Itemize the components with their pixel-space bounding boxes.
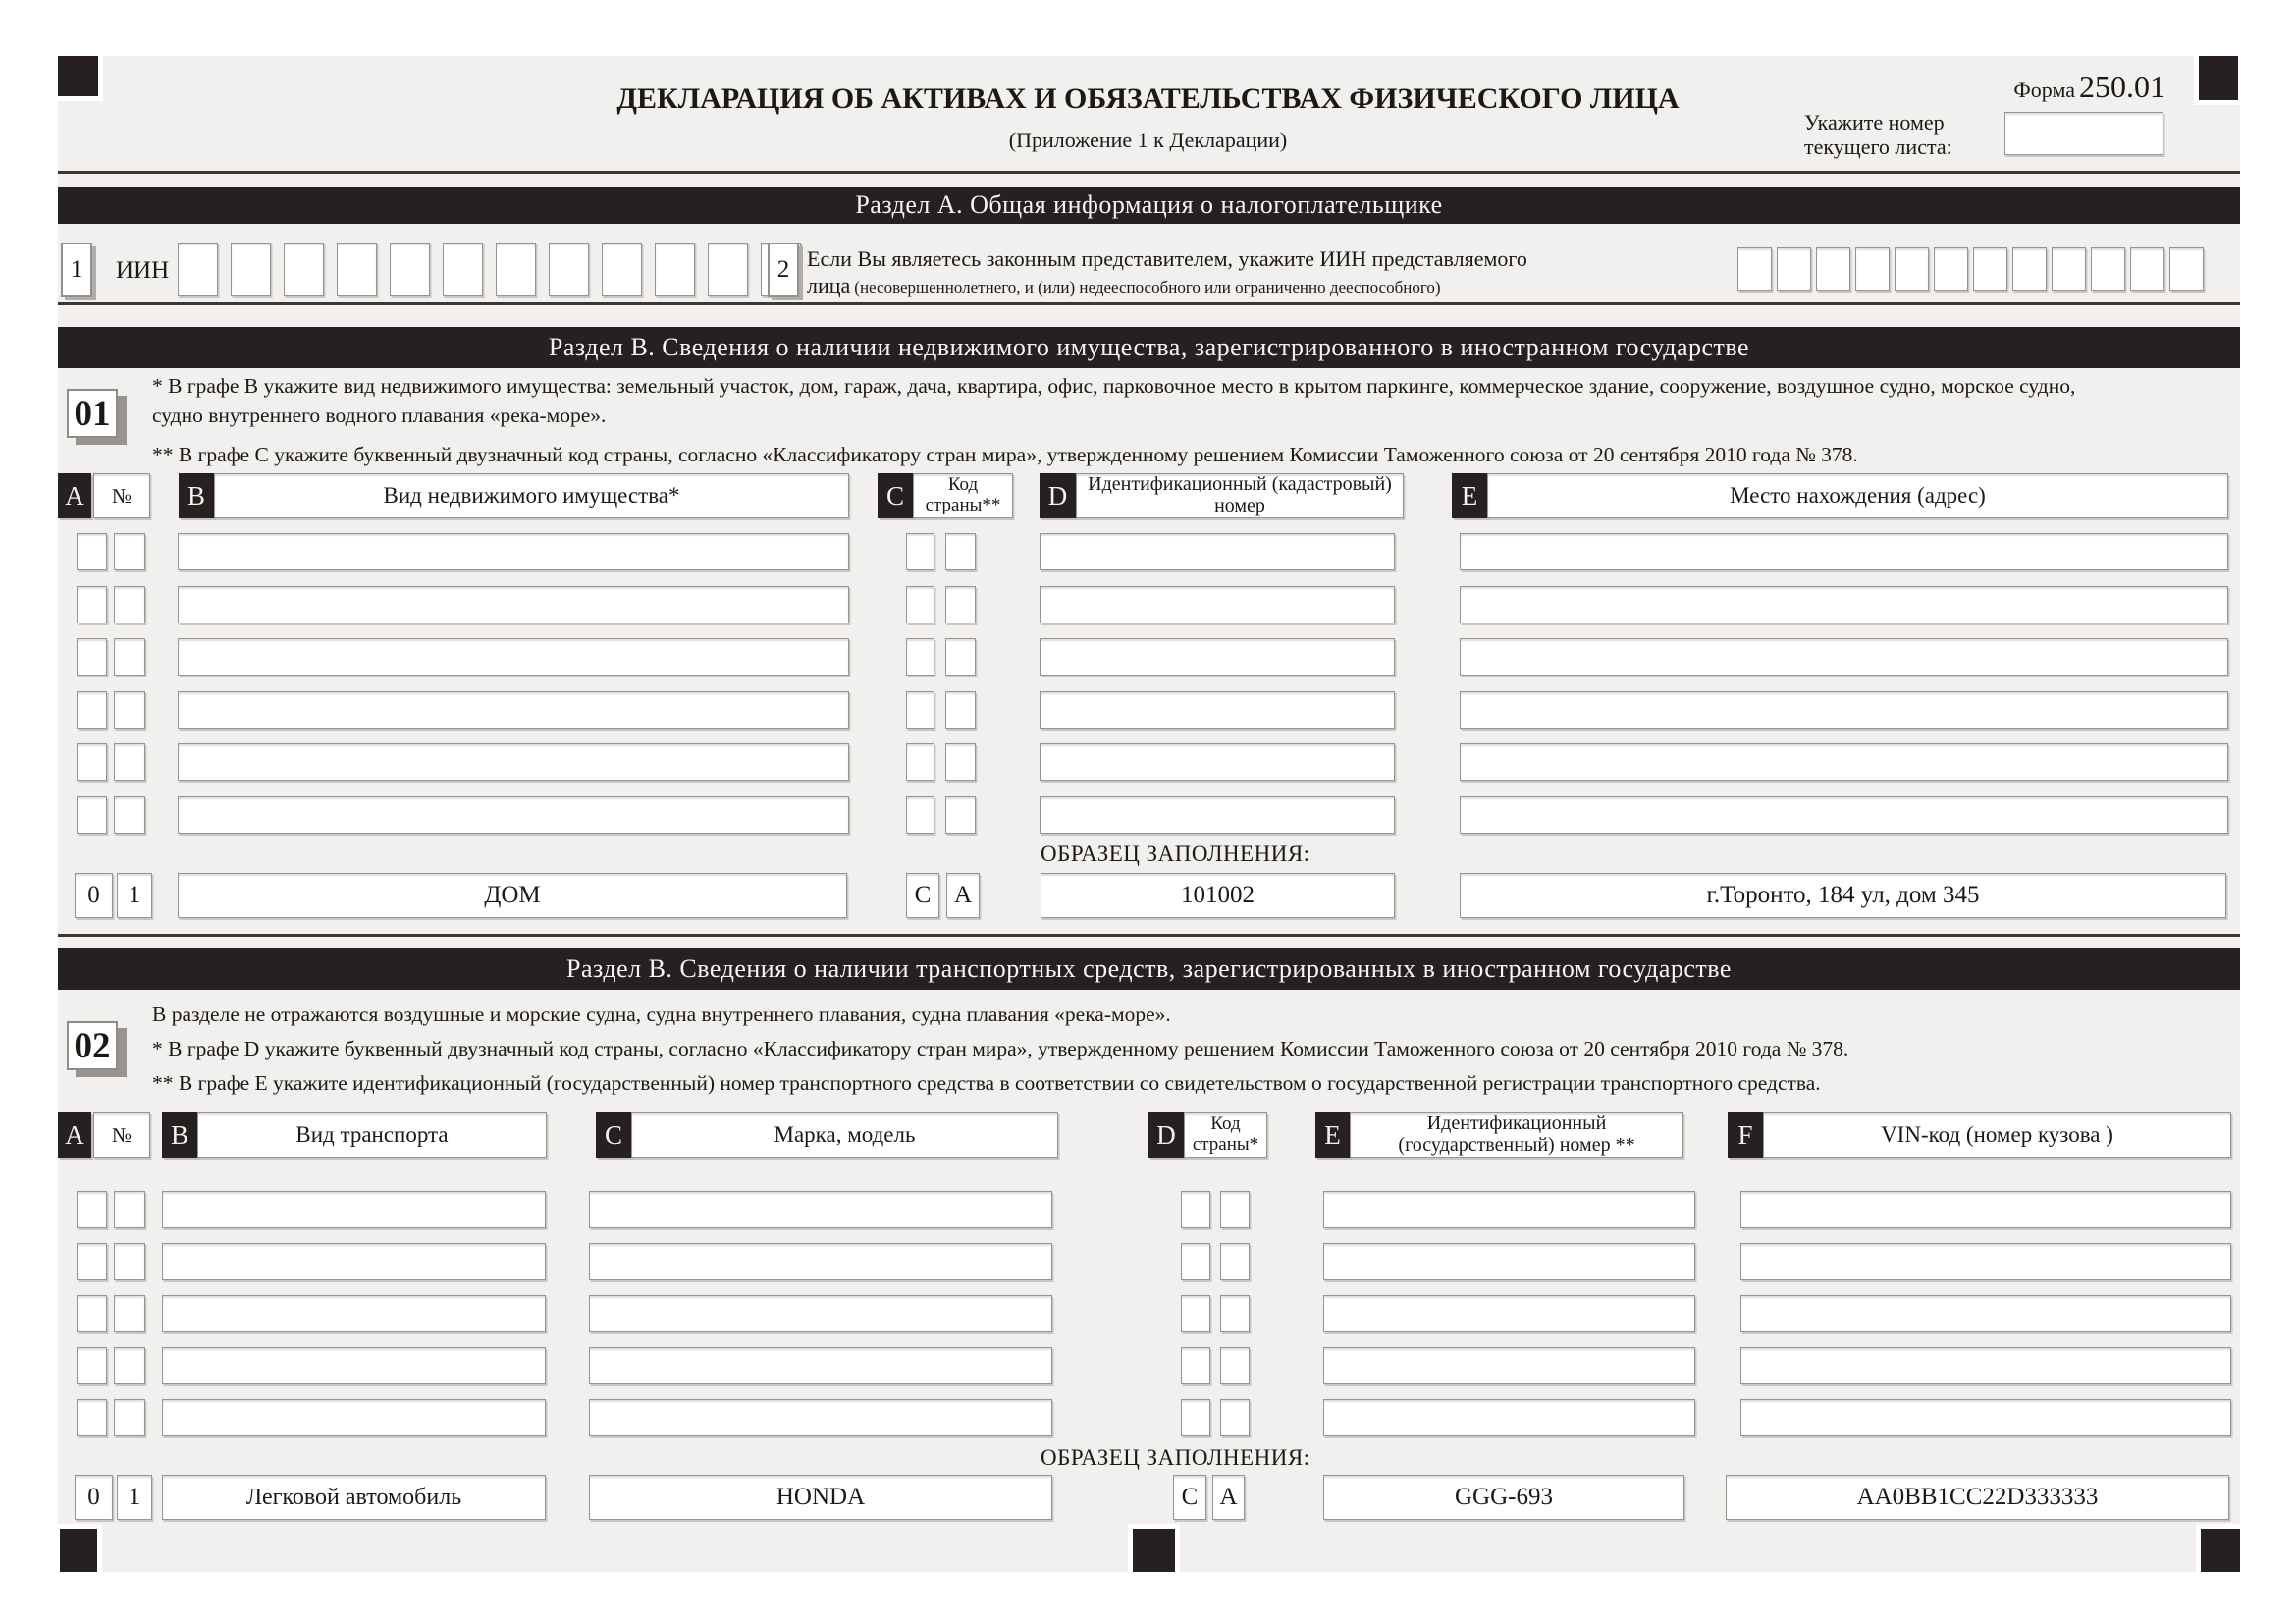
- form-title: ДЕКЛАРАЦИЯ ОБ АКТИВАХ И ОБЯЗАТЕЛЬСТВАХ ФИЗИЧЕСКОГО ЛИЦА: [616, 82, 1680, 115]
- table-row: [0, 743, 2296, 781]
- representative-iin-input-cells: [1737, 247, 2204, 291]
- section-a-header: Раздел А. Общая информация о налогоплательщике: [58, 187, 2240, 224]
- row-number-cell[interactable]: [114, 586, 145, 623]
- row-number-cell[interactable]: [114, 1347, 145, 1384]
- representative-iin-cell[interactable]: [1895, 247, 1929, 291]
- country-code-cell[interactable]: [906, 796, 934, 834]
- representative-iin-cell[interactable]: [2052, 247, 2086, 291]
- property-type-field[interactable]: [178, 638, 849, 676]
- sample-country-code-cell: A: [1212, 1475, 1245, 1520]
- vin-field[interactable]: [1740, 1243, 2231, 1280]
- representative-iin-cell[interactable]: [1855, 247, 1890, 291]
- sheet-number-label: Укажите номер текущего листа:: [1804, 110, 1952, 159]
- iin-cell[interactable]: [655, 243, 695, 296]
- row-number-cell[interactable]: [77, 691, 107, 729]
- country-code-cell[interactable]: [1181, 1191, 1210, 1228]
- table-row: [0, 586, 2296, 623]
- column-letter-e: E: [1315, 1112, 1350, 1158]
- make-model-field[interactable]: [589, 1191, 1052, 1228]
- vehicle-type-field[interactable]: [162, 1347, 546, 1384]
- sample-row-real-estate: [0, 873, 2296, 918]
- iin-cell[interactable]: [496, 243, 536, 296]
- iin-cell[interactable]: [337, 243, 377, 296]
- column-letter-b: B: [179, 473, 214, 518]
- column-header-property-type: Вид недвижимого имущества*: [214, 473, 849, 518]
- column-header-make-model: Марка, модель: [631, 1112, 1058, 1158]
- form-number-line: [1865, 69, 2165, 105]
- row-number-cell[interactable]: [77, 1191, 107, 1228]
- column-letter-e: E: [1452, 473, 1487, 518]
- row-number-cell[interactable]: [77, 1243, 107, 1280]
- vin-field[interactable]: [1740, 1399, 2231, 1436]
- sample-row-number-cell: 1: [117, 1475, 152, 1520]
- address-field[interactable]: [1460, 743, 2228, 781]
- country-code-cell[interactable]: [945, 586, 976, 623]
- sample-row-number-cell: 1: [117, 873, 152, 918]
- sample-fill-label: ОБРАЗЕЦ ЗАПОЛНЕНИЯ:: [1041, 841, 1310, 866]
- column-header-vehicle-type: Вид транспорта: [197, 1112, 547, 1158]
- sample-vin: AA0BB1CC22D333333: [1726, 1475, 2229, 1520]
- form-subtitle: (Приложение 1 к Декларации): [1008, 128, 1288, 152]
- registration-mark-bottom-center: [1133, 1529, 1175, 1572]
- column-letter-d: D: [1040, 473, 1076, 518]
- iin-label: ИИН: [116, 257, 170, 284]
- property-type-field[interactable]: [178, 743, 849, 781]
- address-field[interactable]: [1460, 533, 2228, 570]
- cadastral-number-field[interactable]: [1040, 586, 1395, 623]
- make-model-field[interactable]: [589, 1295, 1052, 1332]
- sample-state-number: GGG-693: [1323, 1475, 1684, 1520]
- vehicle-type-field[interactable]: [162, 1295, 546, 1332]
- form-number-value: 250.01: [2079, 69, 2165, 104]
- iin-cell[interactable]: [549, 243, 589, 296]
- vehicle-type-field[interactable]: [162, 1399, 546, 1436]
- country-code-cell[interactable]: [1220, 1295, 1250, 1332]
- table-row: [0, 533, 2296, 570]
- country-code-cell[interactable]: [1181, 1399, 1210, 1436]
- field-1-number-badge: 1: [61, 243, 92, 297]
- representative-iin-cell[interactable]: [1737, 247, 1772, 291]
- column-header-number: №: [93, 473, 150, 518]
- country-code-cell[interactable]: [906, 533, 934, 570]
- sample-row-vehicle: [0, 1475, 2296, 1520]
- table-row: [0, 796, 2296, 834]
- column-letter-d: D: [1148, 1112, 1184, 1158]
- sample-row-number-cell: 0: [75, 1475, 113, 1520]
- country-code-cell[interactable]: [906, 638, 934, 676]
- divider: [58, 302, 2240, 305]
- vehicle-type-field[interactable]: [162, 1191, 546, 1228]
- divider: [58, 934, 2240, 937]
- row-number-cell[interactable]: [77, 1347, 107, 1384]
- country-code-cell[interactable]: [945, 691, 976, 729]
- field-2-number-badge: 2: [768, 243, 799, 297]
- section-b1-header: Раздел В. Сведения о наличии недвижимого имущества, зарегистрированного в иностранном государстве: [58, 327, 2240, 368]
- representative-iin-label-line2-lead: лица: [807, 273, 851, 298]
- b1-note-2: ** В графе С укажите буквенный двузначный код страны, согласно «Классификатору стран мира», утвержденному решением Комиссии Таможенного союза от 20 сентября 2010 года № 378.: [152, 443, 1858, 466]
- country-code-cell[interactable]: [1220, 1399, 1250, 1436]
- sample-fill-label: ОБРАЗЕЦ ЗАПОЛНЕНИЯ:: [1041, 1445, 1310, 1470]
- row-number-cell[interactable]: [77, 1399, 107, 1436]
- cadastral-number-field[interactable]: [1040, 743, 1395, 781]
- row-number-cell[interactable]: [77, 586, 107, 623]
- address-field[interactable]: [1460, 796, 2228, 834]
- sample-country-code-cell: C: [906, 873, 939, 918]
- property-type-field[interactable]: [178, 796, 849, 834]
- vin-field[interactable]: [1740, 1347, 2231, 1384]
- property-type-field[interactable]: [178, 533, 849, 570]
- table-row: [0, 1347, 2296, 1384]
- country-code-cell[interactable]: [1181, 1347, 1210, 1384]
- row-number-cell[interactable]: [77, 743, 107, 781]
- country-code-cell[interactable]: [945, 638, 976, 676]
- sample-cadastral-number: 101002: [1041, 873, 1395, 918]
- sample-country-code-cell: C: [1173, 1475, 1206, 1520]
- column-letter-b: B: [162, 1112, 197, 1158]
- column-letter-f: F: [1728, 1112, 1763, 1158]
- make-model-field[interactable]: [589, 1243, 1052, 1280]
- row-number-cell[interactable]: [114, 1191, 145, 1228]
- column-header-number: №: [93, 1112, 150, 1158]
- representative-iin-cell[interactable]: [2012, 247, 2047, 291]
- address-field[interactable]: [1460, 586, 2228, 623]
- representative-iin-label-line1: Если Вы являетесь законным представителем, укажите ИИН представляемого: [807, 246, 1527, 271]
- country-code-cell[interactable]: [906, 691, 934, 729]
- iin-cell[interactable]: [708, 243, 748, 296]
- country-code-cell[interactable]: [1220, 1191, 1250, 1228]
- table-02-header-row: [0, 1112, 2296, 1158]
- section-b2-header: Раздел В. Сведения о наличии транспортных средств, зарегистрированных в иностранном государстве: [58, 948, 2240, 990]
- sample-make-model: HONDA: [589, 1475, 1052, 1520]
- iin-cell[interactable]: [390, 243, 430, 296]
- table-row: [0, 1399, 2296, 1436]
- row-number-cell[interactable]: [114, 1243, 145, 1280]
- country-code-cell[interactable]: [945, 743, 976, 781]
- row-number-cell[interactable]: [114, 1399, 145, 1436]
- sample-address: г.Торонто, 184 ул, дом 345: [1460, 873, 2226, 918]
- column-header-cadastral-number: Идентификационный (кадастровый) номер: [1076, 473, 1404, 518]
- cadastral-number-field[interactable]: [1040, 691, 1395, 729]
- table-row: [0, 1295, 2296, 1332]
- b2-note-0: В разделе не отражаются воздушные и морские судна, судна внутреннего плавания, судна плавания «река-море».: [152, 1002, 1171, 1026]
- iin-cell[interactable]: [178, 243, 218, 296]
- address-field[interactable]: [1460, 691, 2228, 729]
- state-number-field[interactable]: [1323, 1295, 1695, 1332]
- cadastral-number-field[interactable]: [1040, 638, 1395, 676]
- country-code-cell[interactable]: [945, 533, 976, 570]
- sheet-number-input[interactable]: [2004, 112, 2163, 155]
- property-type-field[interactable]: [178, 586, 849, 623]
- representative-iin-cell[interactable]: [1973, 247, 2007, 291]
- make-model-field[interactable]: [589, 1399, 1052, 1436]
- table-01-header-row: [0, 473, 2296, 518]
- iin-input-cells: [178, 243, 801, 296]
- row-number-cell[interactable]: [114, 691, 145, 729]
- country-code-cell[interactable]: [906, 586, 934, 623]
- representative-iin-cell[interactable]: [2169, 247, 2204, 291]
- country-code-cell[interactable]: [1220, 1243, 1250, 1280]
- vin-field[interactable]: [1740, 1191, 2231, 1228]
- cadastral-number-field[interactable]: [1040, 533, 1395, 570]
- vin-field[interactable]: [1740, 1295, 2231, 1332]
- b2-note-1: * В графе D укажите буквенный двузначный код страны, согласно «Классификатору стран мира», утвержденному решением Комиссии Таможенного союза от 20 сентября 2010 года № 378.: [152, 1037, 1849, 1060]
- make-model-field[interactable]: [589, 1347, 1052, 1384]
- row-number-cell[interactable]: [77, 533, 107, 570]
- country-code-cell[interactable]: [1181, 1295, 1210, 1332]
- table-row: [0, 1191, 2296, 1228]
- state-number-field[interactable]: [1323, 1399, 1695, 1436]
- state-number-field[interactable]: [1323, 1243, 1695, 1280]
- iin-cell[interactable]: [602, 243, 642, 296]
- row-number-cell[interactable]: [77, 796, 107, 834]
- column-header-country-code: Код страны**: [913, 473, 1013, 518]
- row-number-cell[interactable]: [77, 1295, 107, 1332]
- sample-property-type: ДОМ: [178, 873, 847, 918]
- representative-iin-label-line2-small: (несовершеннолетнего, и (или) недееспособного или ограниченно дееспособного): [854, 278, 1441, 297]
- column-letter-c: C: [878, 473, 913, 518]
- country-code-cell[interactable]: [945, 796, 976, 834]
- property-type-field[interactable]: [178, 691, 849, 729]
- b2-note-2: ** В графе Е укажите идентификационный (государственный) номер транспортного средства в соответствии со свидетельством о государственной регистрации транспортного средства.: [152, 1071, 1821, 1095]
- block-02-badge: 02: [67, 1021, 118, 1070]
- representative-iin-cell[interactable]: [1934, 247, 1968, 291]
- row-number-cell[interactable]: [114, 743, 145, 781]
- registration-mark-bottom-left: [60, 1529, 97, 1572]
- representative-iin-cell[interactable]: [2130, 247, 2164, 291]
- iin-cell[interactable]: [231, 243, 271, 296]
- row-number-cell[interactable]: [114, 796, 145, 834]
- column-header-country-code: Код страны*: [1184, 1112, 1267, 1158]
- iin-cell[interactable]: [284, 243, 324, 296]
- sample-country-code-cell: A: [946, 873, 980, 918]
- block-01-badge: 01: [67, 389, 118, 438]
- row-number-cell[interactable]: [114, 1295, 145, 1332]
- state-number-field[interactable]: [1323, 1347, 1695, 1384]
- cadastral-number-field[interactable]: [1040, 796, 1395, 834]
- column-header-state-number: Идентификационный (государственный) номер **: [1350, 1112, 1683, 1158]
- column-letter-c: C: [596, 1112, 631, 1158]
- table-row: [0, 638, 2296, 676]
- column-header-address: Место нахождения (адрес): [1487, 473, 2228, 518]
- form-number-label: Форма: [2013, 78, 2075, 102]
- sample-vehicle-type: Легковой автомобиль: [162, 1475, 546, 1520]
- table-row: [0, 1243, 2296, 1280]
- row-number-cell[interactable]: [114, 533, 145, 570]
- divider: [58, 171, 2240, 174]
- country-code-cell[interactable]: [1220, 1347, 1250, 1384]
- representative-iin-cell[interactable]: [1816, 247, 1850, 291]
- representative-iin-cell[interactable]: [2091, 247, 2125, 291]
- registration-mark-bottom-right: [2201, 1529, 2240, 1572]
- representative-iin-cell[interactable]: [1777, 247, 1811, 291]
- row-number-cell[interactable]: [114, 638, 145, 676]
- b1-note-1: * В графе В укажите вид недвижимого имущества: земельный участок, дом, гараж, дача, квартира, офис, парковочное место в крытом паркинге, коммерческое здание, сооружение, воздушное судно, морское судно, судно внутреннего водного плавания «река-море».: [152, 374, 2076, 427]
- vehicle-type-field[interactable]: [162, 1243, 546, 1280]
- sample-row-number-cell: 0: [75, 873, 113, 918]
- representative-iin-label: [807, 245, 1690, 301]
- country-code-cell[interactable]: [1181, 1243, 1210, 1280]
- iin-cell[interactable]: [443, 243, 483, 296]
- address-field[interactable]: [1460, 638, 2228, 676]
- row-number-cell[interactable]: [77, 638, 107, 676]
- table-row: [0, 691, 2296, 729]
- country-code-cell[interactable]: [906, 743, 934, 781]
- column-header-vin: VIN-код (номер кузова ): [1763, 1112, 2231, 1158]
- column-letter-a: A: [58, 473, 91, 518]
- column-letter-a: A: [58, 1112, 91, 1158]
- state-number-field[interactable]: [1323, 1191, 1695, 1228]
